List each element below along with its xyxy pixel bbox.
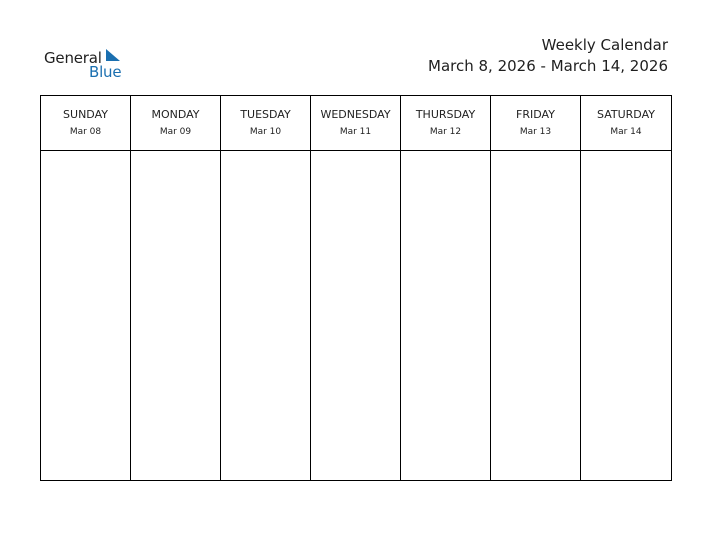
day-date: Mar 09: [159, 127, 192, 137]
day-cell-wednesday[interactable]: [311, 151, 401, 480]
day-cell-friday[interactable]: [491, 151, 581, 480]
day-date: Mar 12: [429, 127, 462, 137]
generalblue-logo: [44, 46, 134, 82]
day-name: SATURDAY: [597, 108, 655, 121]
day-name: FRIDAY: [516, 108, 555, 121]
day-header-friday: [491, 96, 581, 151]
date-range: March 8, 2026 - March 14, 2026: [428, 57, 668, 75]
logo-triangle-icon: [104, 49, 120, 63]
day-name: WEDNESDAY: [320, 108, 391, 121]
day-cell-monday[interactable]: [131, 151, 221, 480]
page-title: Weekly Calendar: [541, 36, 668, 54]
day-date: Mar 11: [339, 127, 372, 137]
day-date: Mar 14: [610, 127, 642, 137]
day-name: SUNDAY: [63, 108, 108, 121]
logo-word-general: General: [44, 49, 102, 67]
weekly-calendar-grid: [40, 95, 672, 481]
day-header-thursday: [401, 96, 491, 151]
day-cell-sunday[interactable]: [41, 151, 131, 480]
day-date: Mar 08: [69, 127, 102, 137]
day-header-saturday: [581, 96, 671, 151]
day-cell-thursday[interactable]: [401, 151, 491, 480]
day-name: THURSDAY: [415, 108, 476, 121]
day-cell-tuesday[interactable]: [221, 151, 311, 480]
day-header-sunday: [41, 96, 131, 151]
day-name: TUESDAY: [240, 108, 291, 121]
day-header-monday: [131, 96, 221, 151]
day-date: Mar 13: [519, 127, 552, 137]
day-name: MONDAY: [151, 108, 200, 121]
day-header-tuesday: [221, 96, 311, 151]
day-date: Mar 10: [249, 127, 282, 137]
day-cell-saturday[interactable]: [581, 151, 671, 480]
logo-word-blue: Blue: [89, 63, 122, 81]
day-header-wednesday: [311, 96, 401, 151]
